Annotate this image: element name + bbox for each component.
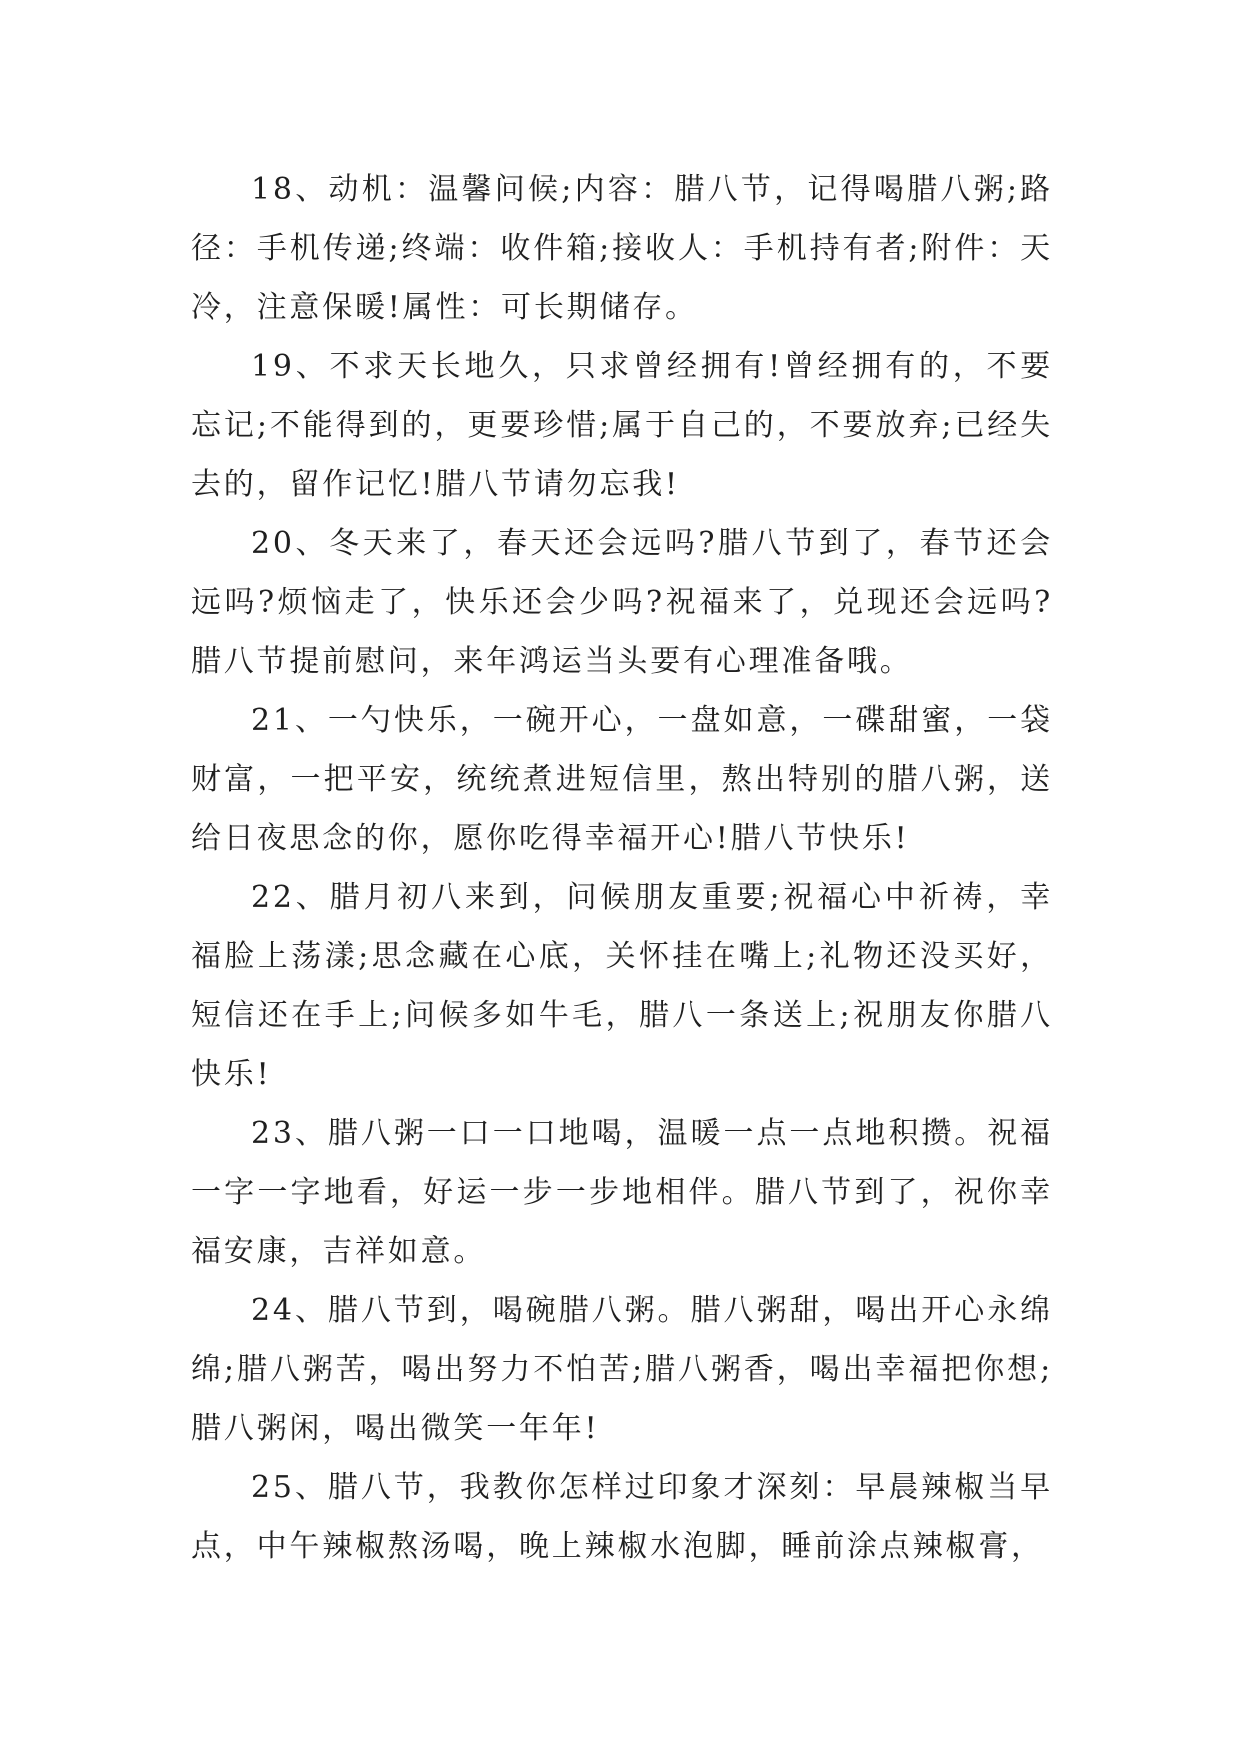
paragraph-22: 22、腊月初八来到，问候朋友重要;祝福心中祈祷，幸福脸上荡漾;思念藏在心底，关怀挂在嘴上;礼物还没买好，短信还在手上;问候多如牛毛，腊八一条送上;祝朋友你腊八快乐! <box>191 880 1053 1092</box>
paragraph-24: 24、腊八节到，喝碗腊八粥。腊八粥甜，喝出开心永绵绵;腊八粥苦，喝出努力不怕苦;腊八粥香，喝出幸福把你想;腊八粥闲，喝出微笑一年年! <box>191 1293 1053 1446</box>
paragraph-25: 25、腊八节，我教你怎样过印象才深刻：早晨辣椒当早点，中午辣椒熬汤喝，晚上辣椒水泡脚，睡前涂点辣椒膏， <box>191 1470 1053 1564</box>
paragraph-20: 20、冬天来了，春天还会远吗?腊八节到了，春节还会远吗?烦恼走了，快乐还会少吗?祝福来了，兑现还会远吗?腊八节提前慰问，来年鸿运当头要有心理准备哦。 <box>191 526 1053 679</box>
paragraph-18: 18、动机：温馨问候;内容：腊八节，记得喝腊八粥;路径：手机传递;终端：收件箱;接收人：手机持有者;附件：天冷，注意保暖!属性：可长期储存。 <box>191 172 1053 325</box>
document-body <box>191 160 1053 1576</box>
paragraph-21: 21、一勺快乐，一碗开心，一盘如意，一碟甜蜜，一袋财富，一把平安，统统煮进短信里，熬出特别的腊八粥，送给日夜思念的你，愿你吃得幸福开心!腊八节快乐! <box>191 703 1053 856</box>
paragraph-19: 19、不求天长地久，只求曾经拥有!曾经拥有的，不要忘记;不能得到的，更要珍惜;属于自己的，不要放弃;已经失去的，留作记忆!腊八节请勿忘我! <box>191 349 1053 502</box>
paragraph-23: 23、腊八粥一口一口地喝，温暖一点一点地积攒。祝福一字一字地看，好运一步一步地相伴。腊八节到了，祝你幸福安康，吉祥如意。 <box>191 1116 1053 1269</box>
